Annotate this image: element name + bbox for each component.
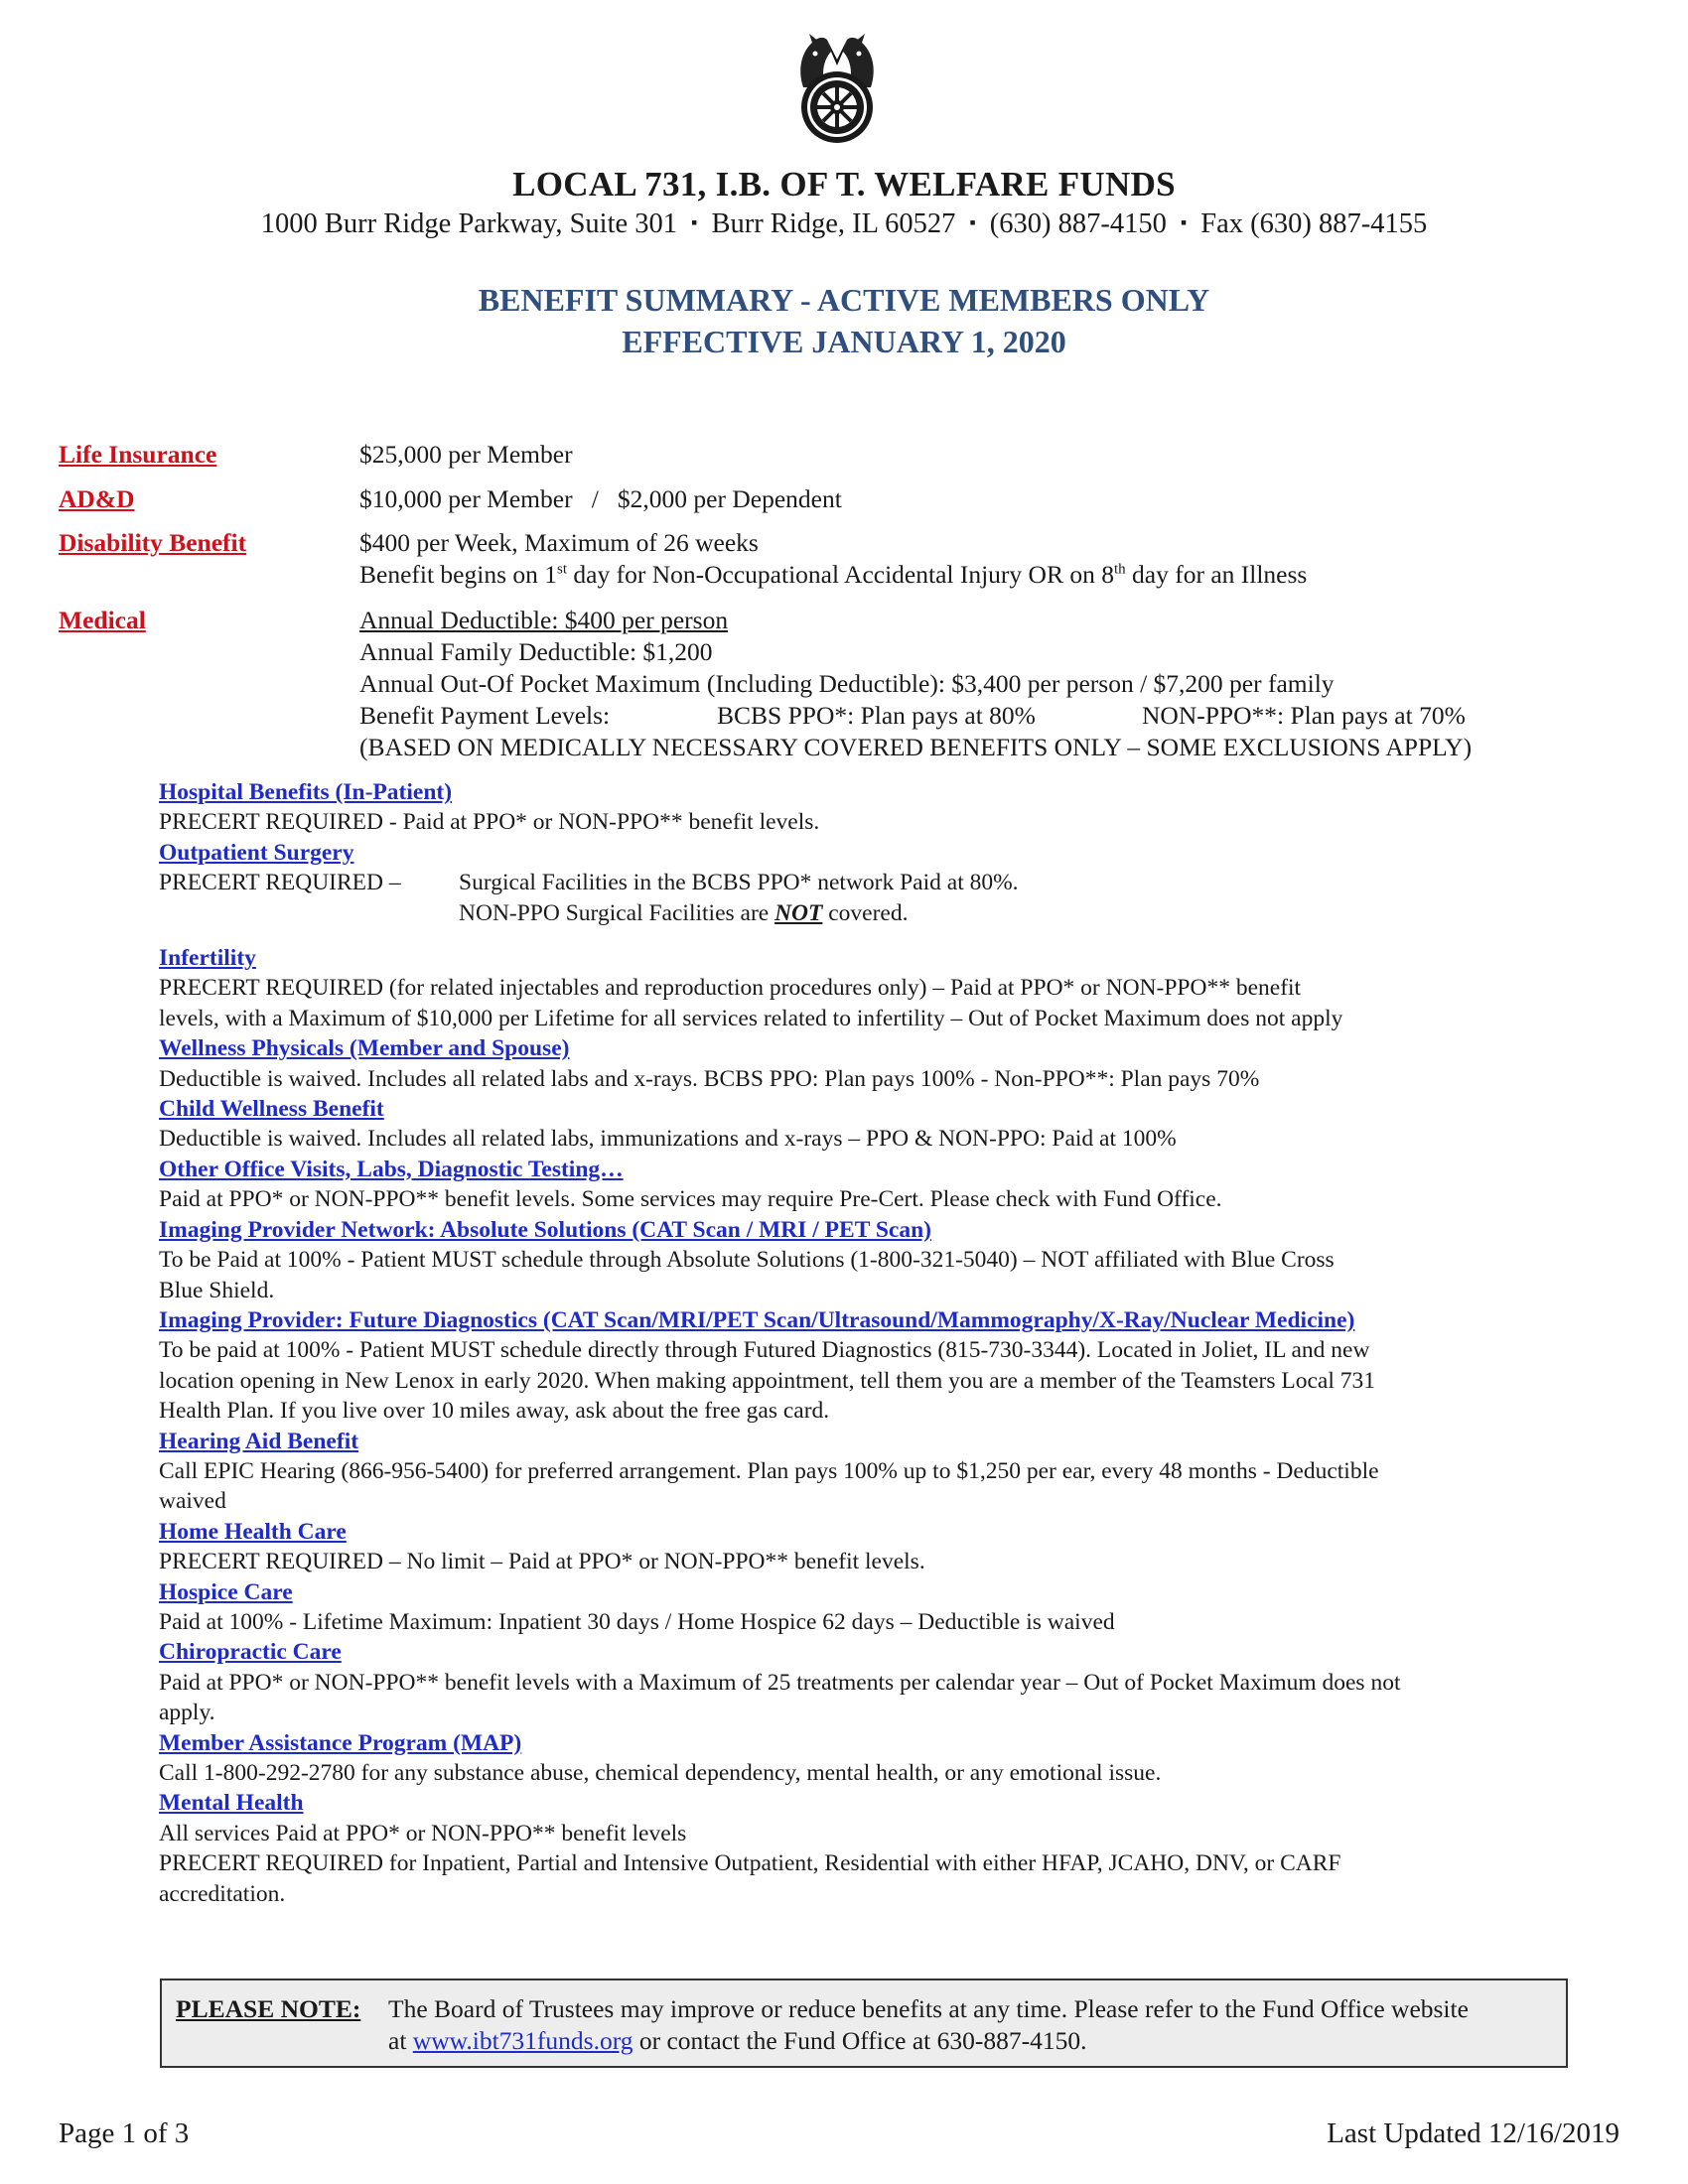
section-heading-infertility: Infertility [159,945,256,972]
please-note-label: PLEASE NOTE: [176,1994,361,2023]
section-heading-office-visits: Other Office Visits, Labs, Diagnostic Testing… [159,1156,624,1182]
superscript: th [1113,561,1126,578]
note-text: or contact the Fund Office at 630-887-4150. [633,2026,1087,2055]
section-body-chiropractic-1: Paid at PPO* or NON-PPO** benefit levels with a Maximum of 25 treatments per calendar year – Out of Pocket Maximum does not [159,1669,1401,1696]
bullet-separator: ▪ [969,212,976,232]
fund-website-link[interactable]: www.ibt731funds.org [412,2026,633,2055]
section-body-mental-health-1: All services Paid at PPO* or NON-PPO** benefit levels [159,1820,687,1846]
section-body-chiropractic-2: apply. [159,1700,215,1726]
page-number: Page 1 of 3 [59,2117,190,2149]
section-heading-child-wellness: Child Wellness Benefit [159,1096,384,1123]
section-body-hospice: Paid at 100% - Lifetime Maximum: Inpatient 30 days / Home Hospice 62 days – Deductible is waived [159,1608,1115,1635]
medical-disclaimer: (BASED ON MEDICALLY NECESSARY COVERED BENEFITS ONLY – SOME EXCLUSIONS APPLY) [359,733,1473,761]
section-body-hearing-1: Call EPIC Hearing (866-956-5400) for preferred arrangement. Plan pays 100% up to $1,250 per ear, every 48 months - Deductible [159,1457,1379,1484]
section-body-mental-health-3: accreditation. [159,1880,286,1907]
life-insurance-value: $25,000 per Member [359,440,573,469]
fax-number: Fax (630) 887-4155 [1200,208,1428,239]
section-body-wellness: Deductible is waived. Includes all related labs and x-rays. BCBS PPO: Plan pays 100% - Non-PPO**: Plan pays 70% [159,1065,1260,1092]
section-heading-imaging-future: Imaging Provider: Future Diagnostics (CAT Scan/MRI/PET Scan/Ultrasound/Mammography/X-Ray/Nuclear Medicine) [159,1306,1355,1333]
disability-line-1: $400 per Week, Maximum of 26 weeks [359,528,759,557]
please-note-line-2 [388,2026,1087,2056]
section-body-infertility-1: PRECERT REQUIRED (for related injectables and reproduction procedures only) – Paid at PPO* or NON-PPO** benefit [159,975,1302,1002]
section-heading-outpatient: Outpatient Surgery [159,839,354,866]
medical-family-deductible: Annual Family Deductible: $1,200 [359,637,713,666]
section-body-home-health: PRECERT REQUIRED – No limit – Paid at PPO* or NON-PPO** benefit levels. [159,1549,925,1575]
payment-levels-label: Benefit Payment Levels: [359,701,611,730]
last-updated: Last Updated 12/16/2019 [1327,2117,1619,2149]
add-label: AD&D [59,484,135,513]
teamsters-horse-wheel-logo-icon [783,30,891,149]
bullet-separator: ▪ [1180,212,1188,232]
disability-label: Disability Benefit [59,528,247,557]
section-heading-imaging-absolute: Imaging Provider Network: Absolute Solutions (CAT Scan / MRI / PET Scan) [159,1216,931,1243]
section-heading-hospital: Hospital Benefits (In-Patient) [159,779,453,805]
section-body-imaging-future-3: Health Plan. If you live over 10 miles away, ask about the free gas card. [159,1398,830,1425]
section-heading-hospice: Hospice Care [159,1578,293,1605]
section-heading-wellness: Wellness Physicals (Member and Spouse) [159,1035,570,1062]
please-note-box [160,1979,1568,2068]
section-body-hearing-2: waived [159,1488,226,1515]
medical-out-of-pocket: Annual Out-Of Pocket Maximum (Including Deductible): $3,400 per person / $7,200 per family [359,669,1335,698]
medical-deductible: Annual Deductible: $400 per person [359,606,729,634]
section-heading-hearing: Hearing Aid Benefit [159,1428,359,1454]
superscript: st [557,561,568,578]
section-heading-home-health: Home Health Care [159,1518,347,1545]
disability-value [359,527,1307,591]
disability-text: day for Non-Occupational Accidental Injury OR on 8 [567,560,1114,589]
outpatient-line-2 [459,898,1019,928]
outpatient-prefix: PRECERT REQUIRED – [159,870,401,896]
section-body-map: Call 1-800-292-2780 for any substance abuse, chemical dependency, mental health, or any emotional issue. [159,1760,1162,1786]
outpatient-details [459,868,1019,928]
outpatient-text: covered. [822,899,909,926]
city-state-zip: Burr Ridge, IL 60527 [711,208,956,239]
summary-title: BENEFIT SUMMARY - ACTIVE MEMBERS ONLY [478,282,1210,318]
org-name: LOCAL 731, I.B. OF T. WELFARE FUNDS [512,165,1176,204]
benefit-sections [159,777,1569,1909]
disability-text: day for an Illness [1125,560,1308,589]
section-heading-chiropractic: Chiropractic Care [159,1639,342,1666]
life-insurance-label: Life Insurance [59,440,217,469]
section-body-imaging-absolute-2: Blue Shield. [159,1277,275,1303]
not-emphasis: NOT [774,899,823,926]
medical-payment-levels [359,700,1472,732]
street-address: 1000 Burr Ridge Parkway, Suite 301 [260,208,678,239]
outpatient-line-1: Surgical Facilities in the BCBS PPO* network Paid at 80%. [459,870,1019,896]
section-body-office-visits: Paid at PPO* or NON-PPO** benefit levels. Some services may require Pre-Cert. Please check with Fund Office. [159,1186,1222,1213]
non-ppo-level: NON-PPO**: Plan pays at 70% [1142,701,1466,730]
medical-value [359,605,1472,763]
section-heading-map: Member Assistance Program (MAP) [159,1729,522,1756]
ppo-level: BCBS PPO*: Plan pays at 80% [717,701,1036,730]
outpatient-text: NON-PPO Surgical Facilities are [459,899,775,926]
disability-line-2 [359,559,1307,591]
disability-text: Benefit begins on 1 [359,560,558,589]
please-note-line-1: The Board of Trustees may improve or reduce benefits at any time. Please refer to the Fund Office website [388,1994,1469,2023]
section-body-imaging-future-2: location opening in New Lenox in early 2020. When making appointment, tell them you are a member of the Teamsters Local 731 [159,1367,1376,1394]
section-body-hospital: PRECERT REQUIRED - Paid at PPO* or NON-PPO** benefit levels. [159,809,820,836]
section-body-mental-health-2: PRECERT REQUIRED for Inpatient, Partial and Intensive Outpatient, Residential with either HFAP, JCAHO, DNV, or CARF [159,1850,1341,1877]
section-body-infertility-2: levels, with a Maximum of $10,000 per Lifetime for all services related to infertility – Out of Pocket Maximum does not apply [159,1005,1343,1031]
section-body-imaging-absolute-1: To be Paid at 100% - Patient MUST schedule through Absolute Solutions (1-800-321-5040) – NOT affiliated with Blue Cross [159,1247,1335,1274]
bullet-separator: ▪ [691,212,698,232]
section-body-child-wellness: Deductible is waived. Includes all related labs, immunizations and x-rays – PPO & NON-PPO: Paid at 100% [159,1126,1177,1153]
org-address-line [0,208,1688,240]
medical-label: Medical [59,606,146,634]
section-heading-mental-health: Mental Health [159,1790,304,1817]
section-body-outpatient [159,868,1569,928]
add-value: $10,000 per Member / $2,000 per Dependent [359,484,842,513]
phone-number: (630) 887-4150 [989,208,1167,239]
section-body-imaging-future-1: To be paid at 100% - Patient MUST schedule directly through Futured Diagnostics (815-730-3344). Located in Joliet, IL and new [159,1337,1370,1364]
note-text: at [388,2026,413,2055]
effective-date-title: EFFECTIVE JANUARY 1, 2020 [622,324,1066,359]
